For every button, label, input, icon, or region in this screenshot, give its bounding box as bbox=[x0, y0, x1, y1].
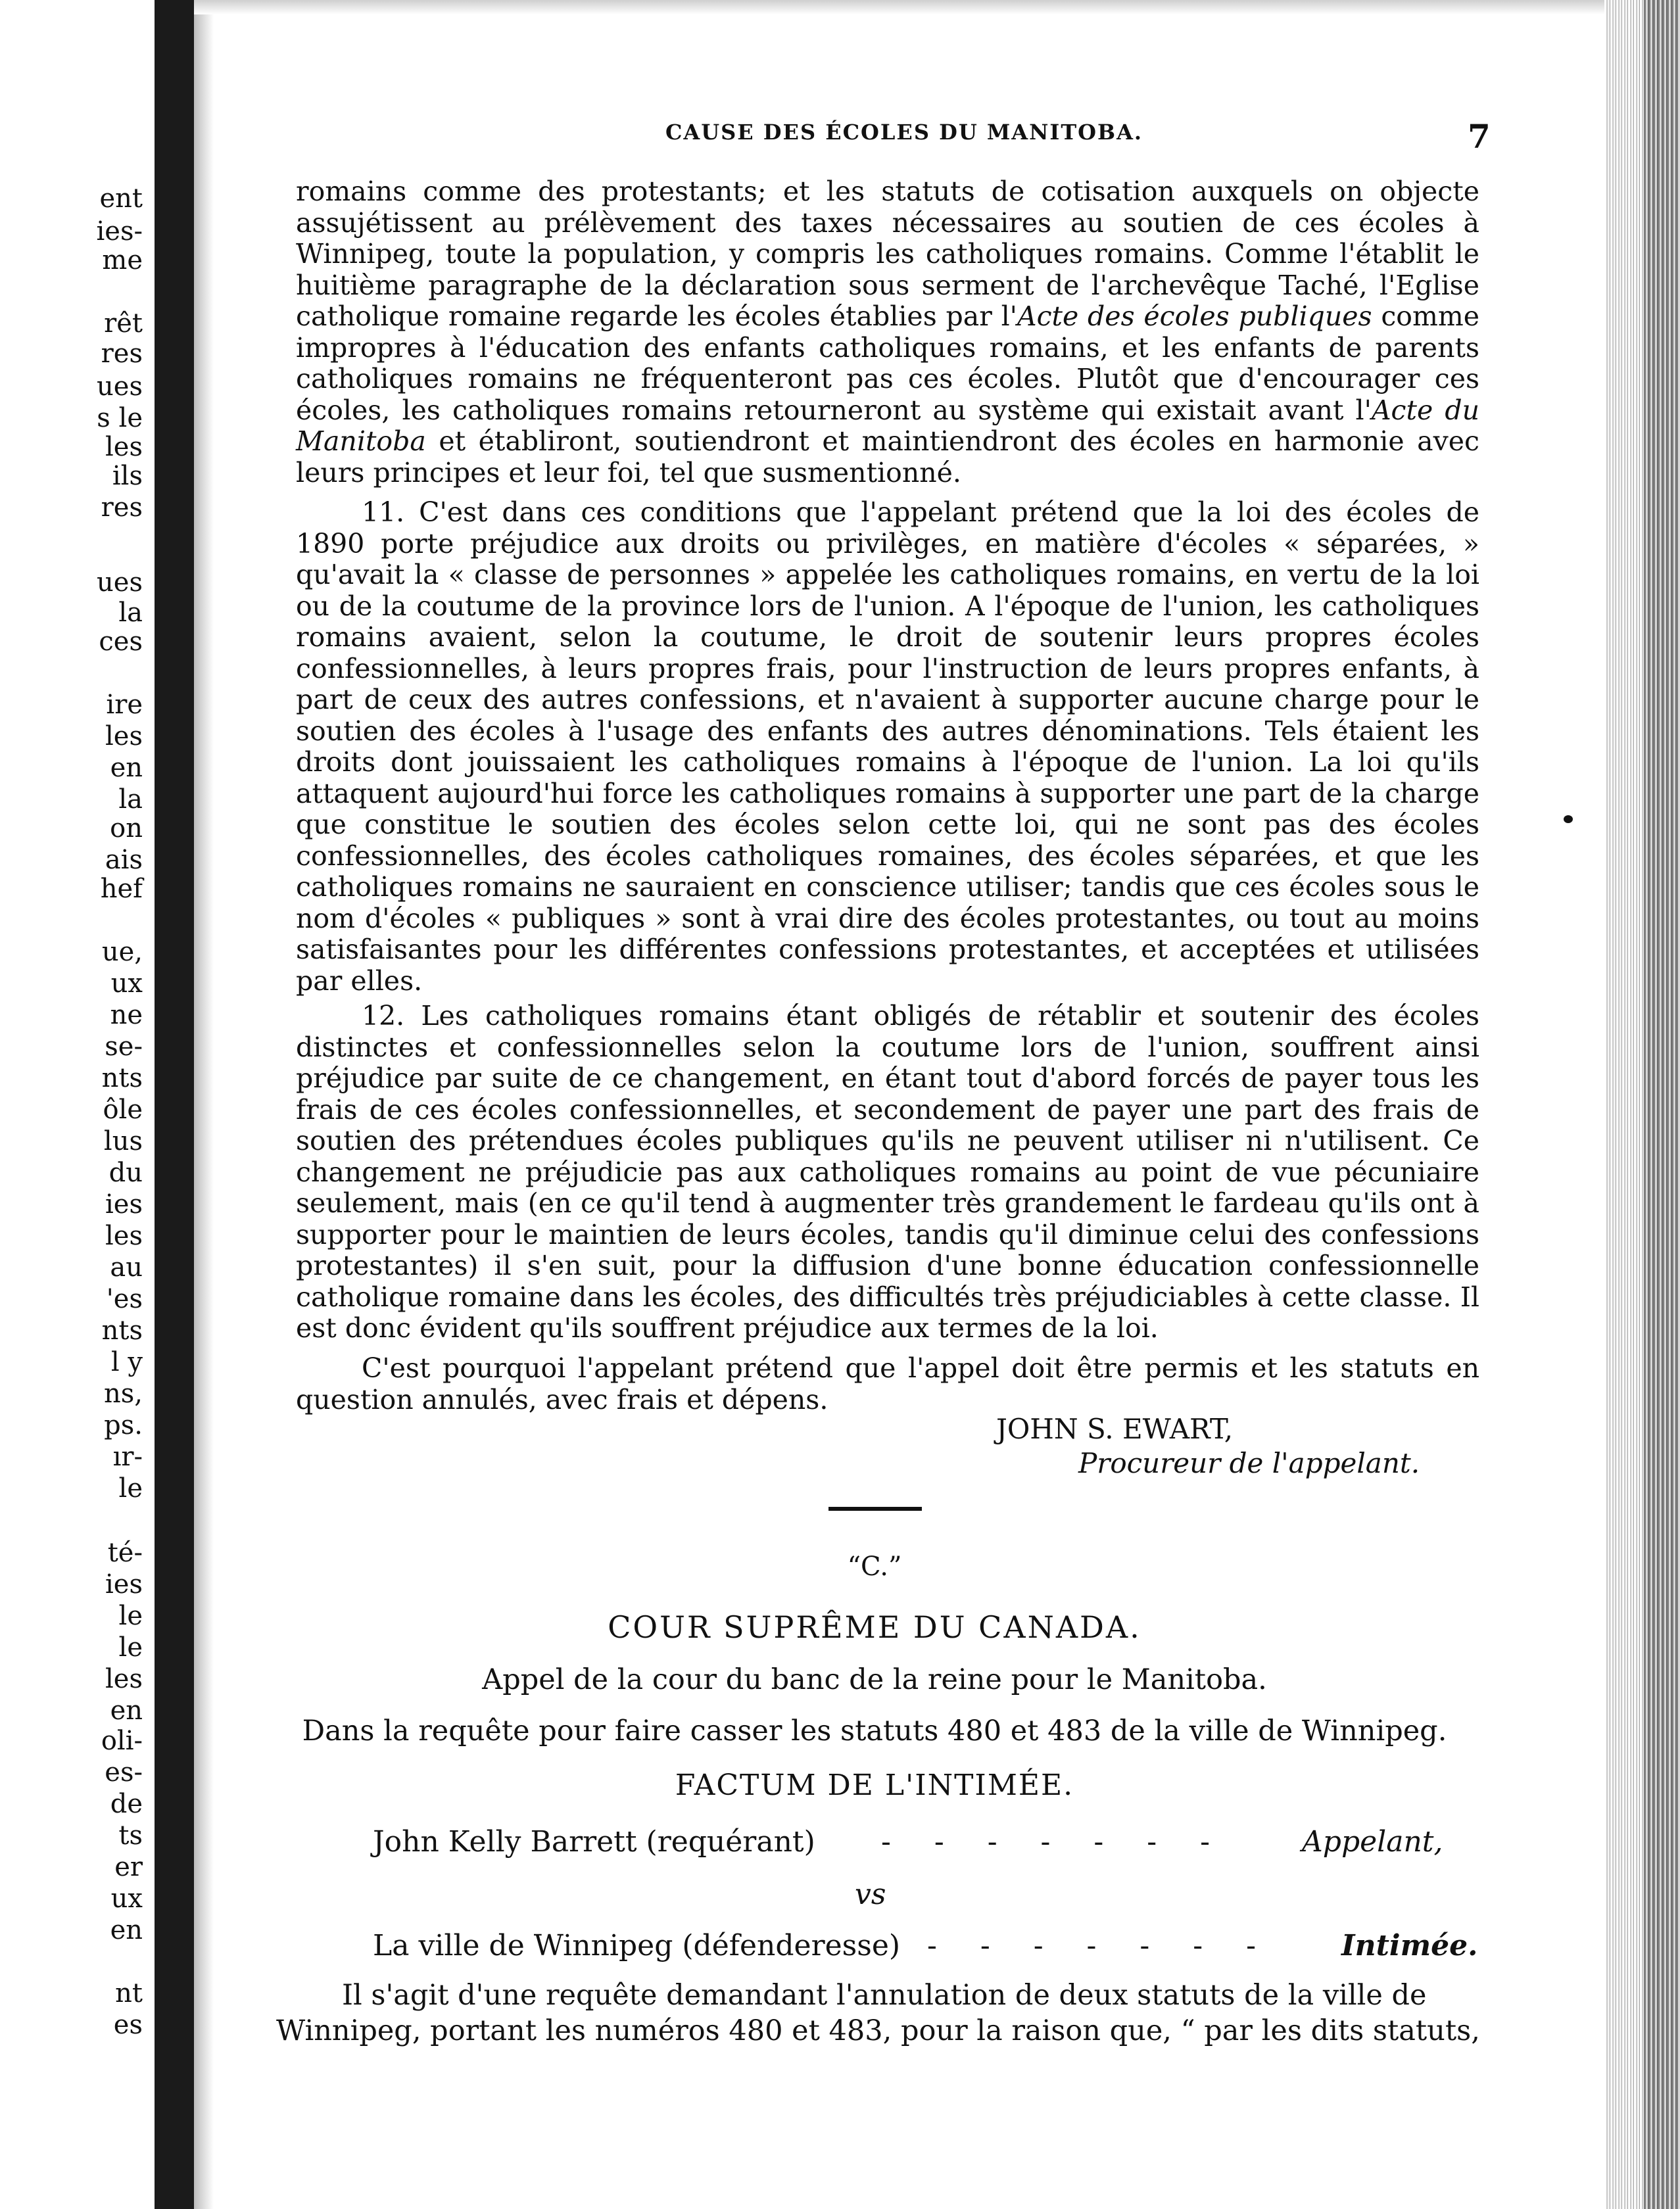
facing-page-fragment: ns, bbox=[103, 1379, 143, 1409]
top-edge-shadow bbox=[194, 0, 1608, 14]
facing-page-fragment: ues bbox=[97, 371, 143, 402]
facing-page-fragment: es bbox=[113, 2010, 143, 2040]
facing-page-fragment: ies bbox=[105, 1189, 143, 1220]
facing-page-fragment: la bbox=[118, 784, 143, 815]
facing-page-fragment: ôle bbox=[103, 1095, 143, 1125]
binding-gutter bbox=[155, 0, 194, 2209]
appellant-role: Appelant, bbox=[1302, 1825, 1443, 1859]
paragraph-continuation: romains comme des protestants; et les statuts de cotisation auxquels on objecte assujétissent au prélèvement des taxes nécessaires au soutien de ces écoles à Winnipeg, toute la population, y compris les catholiques romains. Comme l'établit le huitième paragraphe de la déclaration sous serment de l'archevêque Taché, l'Eglise catholique romaine regarde les écoles établies par l'Acte des écoles publiques comme impropres à l'éducation des enfants catholiques romains, et les enfants de parents catholiques romains ne fréquenteront pas ces écoles. Plutôt que d'encourager ces écoles, les catholiques romains retourneront au système qui existait avant l'Acte du Manitoba et établiront, soutiendront et maintiendront des écoles en harmonie avec leurs principes et leur foi, tel que susmentionné. bbox=[296, 176, 1480, 488]
facing-page-fragment: nts bbox=[101, 1063, 143, 1093]
running-title: CAUSE DES ÉCOLES DU MANITOBA. bbox=[665, 120, 1143, 145]
facing-page-fragment: ır- bbox=[112, 1442, 143, 1472]
facing-page-fragment: le bbox=[118, 1632, 143, 1663]
facing-page-fragment: es- bbox=[105, 1757, 143, 1788]
facing-page-fragment: en bbox=[110, 1915, 143, 1945]
facing-page-fragment: on bbox=[110, 813, 143, 843]
paragraph-11: 11. C'est dans ces conditions que l'appelant prétend que la loi des écoles de 1890 porte préjudice aux droits ou privilèges, en matière d'écoles « séparées, » qu'avait la « classe de personnes » appelée les catholiques romains, en vertu de la loi ou de la coutume de la province lors de l'union. A l'époque de l'union, les catholiques romains avaient, selon la coutume, le droit de soutenir leurs propres écoles confessionnelles, à leurs propres frais, pour l'instruction de leurs propres enfants, à part de ceux des autres confessions, et n'avaient à supporter aucune charge pour le soutien des écoles à l'usage des enfants des autres dénominations. Tels étaient les droits dont jouissaient les catholiques romains à l'époque de l'union. La loi qu'ils attaquent aujourd'hui force les catholiques romains à supporter une part de la charge que constitue le soutien des écoles selon cette loi, qui ne sont pas des écoles confessionnelles, des écoles catholiques romaines, des écoles séparées, et que les catholiques romains ne sauraient en conscience utiliser; tandis que ces écoles sous le nom d'écoles « publiques » sont à vrai dire des écoles protestantes, ou tout au moins satisfaisantes pour les différentes confessions protestantes, et acceptées et utilisées par elles. bbox=[296, 496, 1479, 997]
page-stack-edge-outer bbox=[1644, 0, 1680, 2209]
facing-page-fragment: oli- bbox=[101, 1726, 143, 1756]
paragraph-12: 12. Les catholiques romains étant obligés de rétablir et soutenir des écoles distinctes et confessionnelles selon la coutume lors de l'union, souffrent ainsi préjudice par suite de ce changement, en étant tout d'abord forcés de payer tous les frais de ces écoles confessionnelles, et secondement de payer une part des frais de soutien des prétendues écoles publiques qu'ils ne peuvent utiliser ni n'utilisent. Ce changement ne préjudicie pas aux catholiques romains au point de vue pécuniaire seulement, mais (en ce qu'il tend à augmenter très grandement le fardeau qu'ils ont à supporter pour le maintien de leurs écoles, tandis qu'il diminue celui des confessions protestantes) il s'en suit, pour la diffusion d'une bonne éducation confessionnelle catholique romaine dans les écoles, des difficultés très préjudiciables à cette classe. Il est donc évident qu'ils souffrent préjudice aux termes de la loi. bbox=[296, 1000, 1479, 1344]
respondent-party: La ville de Winnipeg (défenderesse) bbox=[373, 1929, 901, 1962]
facing-page-fragment: rêt bbox=[104, 308, 143, 339]
facing-page-fragment: nt bbox=[115, 1978, 143, 2008]
facing-page-fragment: la bbox=[118, 598, 143, 628]
facing-page-fragment: ire bbox=[106, 690, 143, 720]
facing-page-fragment: ts bbox=[118, 1820, 143, 1851]
opening-line-1: Il s'agit d'une requête demandant l'annulation de deux statuts de la ville de bbox=[342, 1979, 1427, 2012]
section-divider bbox=[828, 1507, 922, 1511]
facing-page-fragment: er bbox=[114, 1852, 143, 1882]
facing-page-fragment: lus bbox=[103, 1126, 143, 1156]
facing-page-fragment: ent bbox=[99, 183, 143, 214]
signature-name: JOHN S. EWART, bbox=[996, 1413, 1234, 1445]
gutter-shadow bbox=[194, 0, 214, 2209]
facing-page-fragment: ues bbox=[97, 567, 143, 598]
respondent-leader-dashes: - - - - - - - bbox=[927, 1929, 1273, 1962]
facing-page-fragment: ux bbox=[110, 968, 143, 999]
respondent-role: Intimée. bbox=[1341, 1929, 1478, 1962]
factum-heading: FACTUM DE L'INTIMÉE. bbox=[675, 1769, 1074, 1802]
facing-page-fragment: ies bbox=[105, 1569, 143, 1600]
facing-page-fragment: se- bbox=[105, 1032, 143, 1062]
facing-page-fragment: ps. bbox=[104, 1410, 143, 1440]
facing-page-fragment: ux bbox=[110, 1884, 143, 1914]
appeal-line: Appel de la cour du banc de la reine pour le Manitoba. bbox=[482, 1663, 1267, 1696]
facing-page-fragment: ais bbox=[105, 845, 143, 875]
facing-page-fragment: nts bbox=[101, 1316, 143, 1346]
versus: vs bbox=[855, 1878, 886, 1911]
facing-page-fragment: me bbox=[102, 245, 143, 275]
facing-page-fragment: res bbox=[101, 492, 143, 523]
facing-page-fragment: les bbox=[105, 721, 143, 751]
facing-page-fragment: s le bbox=[97, 403, 143, 433]
appellant-leader-dashes: - - - - - - - bbox=[881, 1825, 1227, 1859]
facing-page-fragments bbox=[0, 171, 148, 2143]
page-number: 7 bbox=[1468, 117, 1491, 156]
facing-page-fragment: hef bbox=[100, 874, 143, 904]
court-heading: COUR SUPRÊME DU CANADA. bbox=[608, 1609, 1141, 1645]
request-line: Dans la requête pour faire casser les statuts 480 et 483 de la ville de Winnipeg. bbox=[302, 1715, 1447, 1747]
facing-page-fragment: les bbox=[105, 1664, 143, 1694]
facing-page-fragment: té- bbox=[107, 1538, 143, 1568]
appellant-party: John Kelly Barrett (requérant) bbox=[373, 1825, 815, 1859]
facing-page-fragment: au bbox=[110, 1252, 143, 1283]
facing-page-fragment: les bbox=[105, 432, 143, 462]
facing-page-fragment: du bbox=[108, 1158, 143, 1188]
facing-page-fragment: ils bbox=[112, 461, 143, 491]
facing-page-fragment: ne bbox=[110, 1000, 143, 1030]
facing-page-fragment: 'es bbox=[106, 1284, 143, 1314]
facing-page-fragment: en bbox=[110, 753, 143, 783]
facing-page-fragment: le bbox=[118, 1473, 143, 1504]
facing-page-fragment: ue, bbox=[101, 937, 143, 967]
paragraph-conclusion: C'est pourquoi l'appelant prétend que l'appel doit être permis et les statuts en question annulés, avec frais et dépens. bbox=[296, 1352, 1479, 1415]
section-marker: “C.” bbox=[847, 1552, 902, 1582]
facing-page-fragment: de bbox=[110, 1789, 143, 1819]
opening-line-2: Winnipeg, portant les numéros 480 et 483, pour la raison que, “ par les dits statuts, bbox=[276, 2014, 1480, 2047]
facing-page-fragment: les bbox=[105, 1221, 143, 1251]
facing-page-fragment: ies- bbox=[96, 216, 143, 247]
ink-speck bbox=[1564, 815, 1573, 823]
signature-title: Procureur de l'appelant. bbox=[1078, 1447, 1420, 1479]
facing-page-fragment: res bbox=[101, 339, 143, 369]
facing-page-fragment: ces bbox=[99, 627, 143, 657]
facing-page-fragment: l y bbox=[110, 1347, 143, 1377]
facing-page-fragment: le bbox=[118, 1601, 143, 1631]
facing-page-fragment: en bbox=[110, 1696, 143, 1726]
